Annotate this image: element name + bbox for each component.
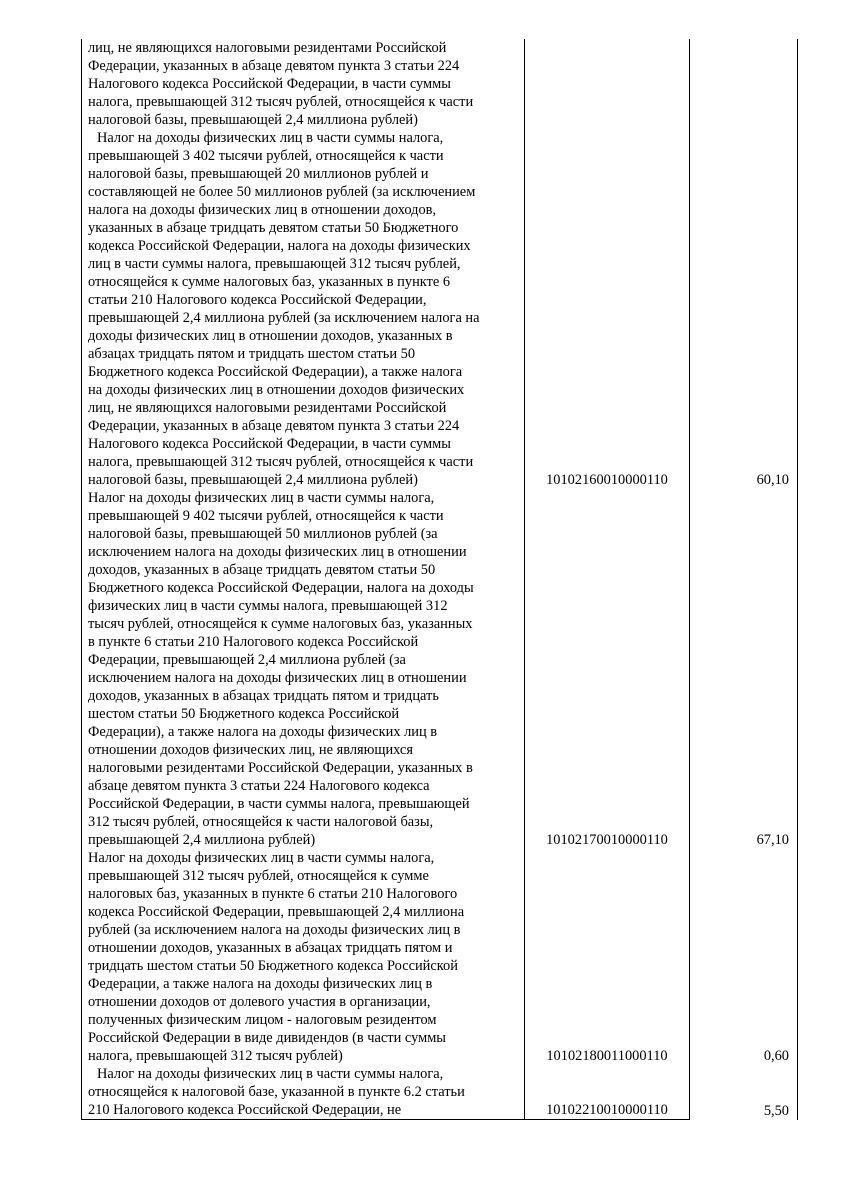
description-line: Налог на доходы физических лиц в части суммы налога, (88, 850, 435, 866)
description-line: Бюджетного кодекса Российской Федерации, налога на доходы (88, 580, 474, 596)
description-line: Федерации, указанных в абзаце девятом пункта 3 статьи 224 (88, 418, 460, 434)
budget-classification-code-cell (525, 39, 690, 129)
amount-cell: 0,60 (690, 849, 798, 1065)
description-line: налоговыми резидентами Российской Федерации, указанных в (88, 760, 473, 776)
description-line: налоговой базы, превышающей 2,4 миллиона рублей) (88, 472, 418, 488)
description-line: отношении доходов от долевого участия в организации, (88, 994, 431, 1010)
description-line: исключением налога на доходы физических лиц в отношении (88, 670, 467, 686)
tax-description-cell (82, 489, 525, 849)
description-line: Федерации), а также налога на доходы физических лиц в (88, 724, 438, 740)
description-line: составляющей не более 50 миллионов рублей (за исключением (88, 184, 476, 200)
description-line: лиц, не являющихся налоговыми резидентами Российской (88, 400, 447, 416)
description-line: лиц в части суммы налога, превышающей 312 тысяч рублей, (88, 256, 461, 272)
budget-classification-code-cell: 10102210010000110 (525, 1065, 690, 1120)
description-line: доходов, указанных в абзацах тридцать пятом и тридцать (88, 688, 439, 704)
tax-description-cell (82, 129, 525, 489)
description-line: налога, превышающей 312 тысяч рублей, относящейся к части (88, 94, 474, 110)
description-line: налоговых баз, указанных в пункте 6 статьи 210 Налогового (88, 886, 458, 902)
description-line: на доходы физических лиц в отношении доходов физических (88, 382, 465, 398)
description-line: доходы физических лиц в отношении доходов, указанных в (88, 328, 453, 344)
description-line: Налог на доходы физических лиц в части суммы налога, (88, 490, 435, 506)
description-line: статьи 210 Налогового кодекса Российской Федерации, (88, 292, 427, 308)
description-line: относящейся к налоговой базе, указанной в пункте 6.2 статьи (88, 1084, 465, 1100)
budget-revenue-table (81, 39, 798, 1120)
amount-cell (690, 39, 798, 129)
table-row (82, 489, 798, 849)
description-line: Российской Федерации, в части суммы налога, превышающей (88, 796, 470, 812)
table-row (82, 849, 798, 1065)
tax-description-cell (82, 1065, 525, 1120)
table-row (82, 39, 798, 129)
description-line: в пункте 6 статьи 210 Налогового кодекса Российской (88, 634, 419, 650)
description-line: рублей (за исключением налога на доходы физических лиц в (88, 922, 461, 938)
tax-description-cell (82, 39, 525, 129)
description-line: превышающей 2,4 миллиона рублей) (88, 832, 316, 848)
description-line: отношении доходов физических лиц, не являющихся (88, 742, 413, 758)
budget-classification-code-cell: 10102160010000110 (525, 129, 690, 489)
description-line: полученных физическим лицом - налоговым резидентом (88, 1012, 437, 1028)
description-line: Налог на доходы физических лиц в части суммы налога, (97, 1066, 444, 1082)
description-line: Российской Федерации в виде дивидендов (в части суммы (88, 1030, 446, 1046)
description-line: 312 тысяч рублей, относящейся к части налоговой базы, (88, 814, 434, 830)
description-line: превышающей 312 тысяч рублей, относящейся к сумме (88, 868, 429, 884)
description-line: налоговой базы, превышающей 50 миллионов рублей (за (88, 526, 438, 542)
description-line: шестом статьи 50 Бюджетного кодекса Российской (88, 706, 400, 722)
description-line: налога на доходы физических лиц в отношении доходов, (88, 202, 437, 218)
description-line: налоговой базы, превышающей 20 миллионов рублей и (88, 166, 429, 182)
tax-description-cell (82, 849, 525, 1065)
table-row (82, 1065, 798, 1120)
description-line: Бюджетного кодекса Российской Федерации), а также налога (88, 364, 463, 380)
amount-cell: 67,10 (690, 489, 798, 849)
description-line: Налогового кодекса Российской Федерации, в части суммы (88, 76, 451, 92)
description-line: налоговой базы, превышающей 2,4 миллиона рублей) (88, 112, 418, 128)
table-body (82, 39, 798, 1120)
description-line: кодекса Российской Федерации, превышающей 2,4 миллиона (88, 904, 465, 920)
budget-classification-code-cell: 10102170010000110 (525, 489, 690, 849)
description-line: налога, превышающей 312 тысяч рублей) (88, 1048, 343, 1064)
description-line: лиц, не являющихся налоговыми резидентами Российской (88, 40, 447, 56)
description-line: налога, превышающей 312 тысяч рублей, относящейся к части (88, 454, 474, 470)
description-line: тридцать шестом статьи 50 Бюджетного кодекса Российской (88, 958, 458, 974)
description-line: доходов, указанных в абзаце тридцать девятом статьи 50 (88, 562, 436, 578)
description-line: тысяч рублей, относящейся к сумме налоговых баз, указанных (88, 616, 473, 632)
description-line: превышающей 9 402 тысячи рублей, относящейся к части (88, 508, 444, 524)
description-line: исключением налога на доходы физических лиц в отношении (88, 544, 467, 560)
amount-cell: 60,10 (690, 129, 798, 489)
description-line: относящейся к сумме налоговых баз, указанных в пункте 6 (88, 274, 451, 290)
description-line: Федерации, превышающей 2,4 миллиона рублей (за (88, 652, 406, 668)
description-line: Налогового кодекса Российской Федерации, в части суммы (88, 436, 451, 452)
amount-cell: 5,50 (690, 1065, 798, 1120)
budget-classification-code-cell: 10102180011000110 (525, 849, 690, 1065)
description-line: кодекса Российской Федерации, налога на доходы физических (88, 238, 471, 254)
description-line: превышающей 2,4 миллиона рублей (за исключением налога на (88, 310, 480, 326)
description-line: Федерации, а также налога на доходы физических лиц в (88, 976, 433, 992)
description-line: Федерации, указанных в абзаце девятом пункта 3 статьи 224 (88, 58, 460, 74)
description-line: физических лиц в части суммы налога, превышающей 312 (88, 598, 448, 614)
description-line: абзаце девятом пункта 3 статьи 224 Налогового кодекса (88, 778, 430, 794)
description-line: абзацах тридцать пятом и тридцать шестом статьи 50 (88, 346, 416, 362)
description-line: Налог на доходы физических лиц в части суммы налога, (97, 130, 444, 146)
table-row (82, 129, 798, 489)
description-line: 210 Налогового кодекса Российской Федерации, не (88, 1102, 402, 1118)
description-line: отношении доходов, указанных в абзацах тридцать пятом и (88, 940, 453, 956)
description-line: превышающей 3 402 тысячи рублей, относящейся к части (88, 148, 444, 164)
description-line: указанных в абзаце тридцать девятом статьи 50 Бюджетного (88, 220, 459, 236)
